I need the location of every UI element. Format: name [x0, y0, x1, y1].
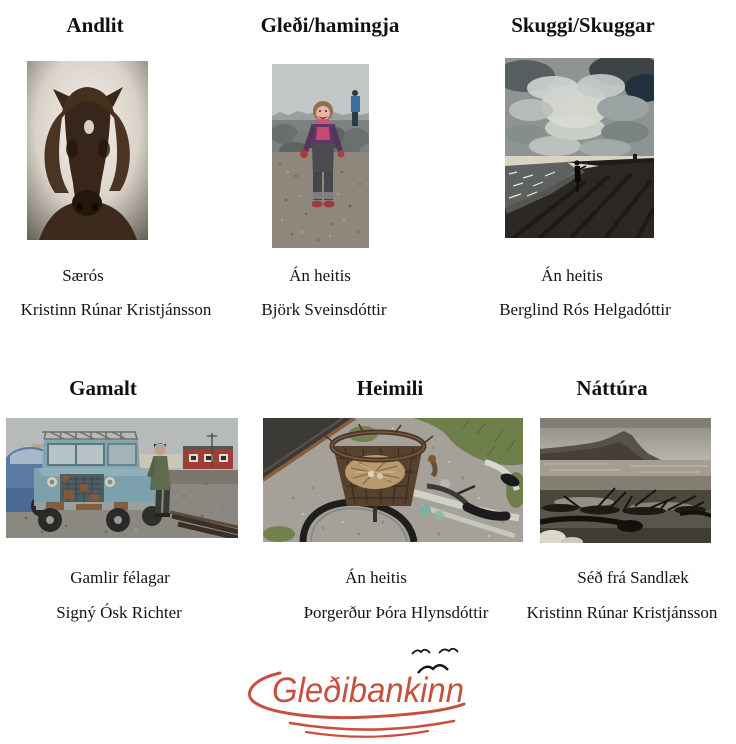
category-title-skuggi: Skuggi/Skuggar: [511, 13, 655, 37]
photo-title: Án heitis: [289, 266, 351, 285]
gledibankinn-logo: [240, 644, 510, 744]
photo-author: Þorgerður Þóra Hlynsdóttir: [303, 603, 489, 622]
category-title-nattura: Náttúra: [576, 376, 648, 400]
category-title-andlit: Andlit: [66, 13, 124, 37]
photo-title: Án heitis: [345, 568, 407, 587]
category-title-gledi: Gleði/hamingja: [260, 13, 400, 37]
photo-author: Kristinn Rúnar Kristjánsson: [526, 603, 718, 622]
photo-title: Gamlir félagar: [70, 568, 170, 587]
photo-shadow-beach: [505, 58, 654, 238]
photo-title: Særós: [62, 266, 104, 285]
logo-wordmark: Gleðibankinn: [272, 671, 464, 710]
photo-author: Björk Sveinsdóttir: [261, 300, 387, 319]
category-title-gamalt: Gamalt: [69, 376, 137, 400]
photo-horse-portrait: [27, 61, 148, 240]
photo-author: Berglind Rós Helgadóttir: [499, 300, 671, 319]
photo-land-rover: [6, 418, 238, 538]
photo-author: Signý Ósk Richter: [56, 603, 182, 622]
category-title-heimili: Heimili: [356, 376, 424, 400]
photo-author: Kristinn Rúnar Kristjánsson: [20, 300, 212, 319]
seagulls-icon: [412, 649, 458, 673]
photo-bicycle-nest: [263, 418, 523, 542]
photo-title: Án heitis: [541, 266, 603, 285]
photo-child-on-beach: [272, 64, 369, 248]
photo-driftwood-beach: [540, 418, 711, 543]
photo-title: Séð frá Sandlæk: [577, 568, 689, 587]
